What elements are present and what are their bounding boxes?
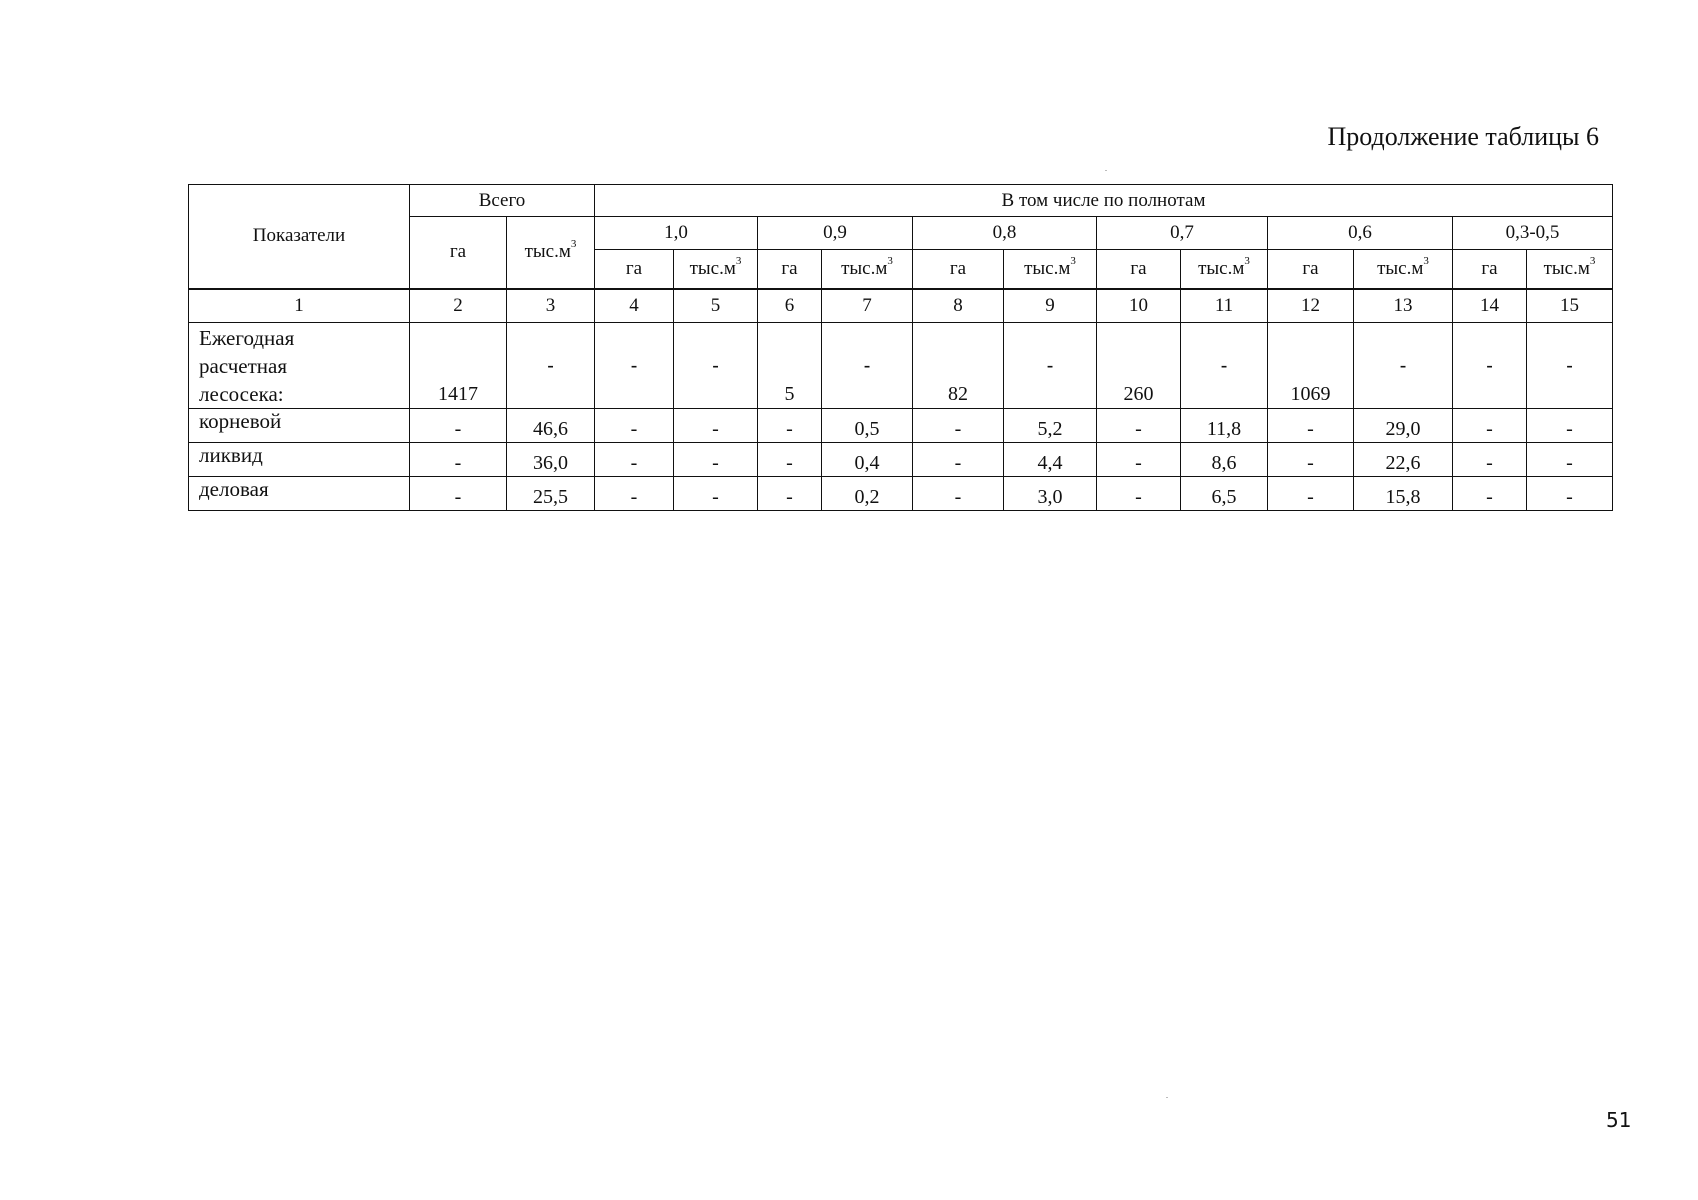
table-cell: - [674,323,758,409]
header-density-2: 0,9 [758,217,913,250]
header-unit-ha: га [1268,250,1354,289]
column-number: 11 [1181,289,1268,323]
row-label: деловая [189,477,410,511]
header-unit-vol: $тыс.м^3$ [1527,250,1613,289]
table-cell: - [1453,443,1527,477]
header-density-1: 1,0 [595,217,758,250]
table-cell: - [1527,477,1613,511]
table-cell: - [913,477,1004,511]
table-cell: - [410,477,507,511]
table-cell: - [1527,443,1613,477]
table-cell: - [595,477,674,511]
table-cell: 25,5 [507,477,595,511]
table-cell: - [1097,409,1181,443]
table-cell: - [758,409,822,443]
row-label: Ежегодная расчетная лесосека: [189,323,410,409]
table-cell: 1417 [410,323,507,409]
row-label: ликвид [189,443,410,477]
table-row [189,409,1613,443]
header-unit-ha: га [913,250,1004,289]
column-number-row [189,289,1613,323]
table-cell: - [1004,323,1097,409]
table-caption: Продолжение таблицы 6 [1327,122,1599,151]
table-cell: - [1453,323,1527,409]
column-number: 6 [758,289,822,323]
table-cell: - [507,323,595,409]
table-cell: - [1527,323,1613,409]
column-number: 10 [1097,289,1181,323]
table-cell: 0,4 [822,443,913,477]
table-cell: - [1268,409,1354,443]
table-cell: - [1453,477,1527,511]
header-density-4: 0,7 [1097,217,1268,250]
table-cell: 36,0 [507,443,595,477]
table-row [189,477,1613,511]
table-cell: - [1527,409,1613,443]
table-cell: 46,6 [507,409,595,443]
header-density-6: 0,3-0,5 [1453,217,1613,250]
table-cell: - [1268,443,1354,477]
header-unit-ha: га [595,250,674,289]
header-total-ha: га [410,217,507,289]
column-number: 12 [1268,289,1354,323]
header-unit-vol: $тыс.м^3$ [1354,250,1453,289]
table-cell: - [410,409,507,443]
column-number: 15 [1527,289,1613,323]
table-row [189,443,1613,477]
table-cell: - [913,443,1004,477]
scan-speck [1105,170,1107,171]
forest-table [188,184,1613,511]
table-cell: 15,8 [1354,477,1453,511]
table-cell: 6,5 [1181,477,1268,511]
header-total: Всего [410,185,595,217]
header-unit-ha: га [758,250,822,289]
table-cell: 0,2 [822,477,913,511]
header-unit-ha: га [1097,250,1181,289]
table-cell: - [822,323,913,409]
table-cell: - [674,409,758,443]
column-number: 13 [1354,289,1453,323]
table-cell: - [1268,477,1354,511]
column-number: 14 [1453,289,1527,323]
column-number: 8 [913,289,1004,323]
table-cell: 1069 [1268,323,1354,409]
header-unit-vol: $тыс.м^3$ [1004,250,1097,289]
table-cell: 260 [1097,323,1181,409]
header-total-vol: $тыс.м^3$ [507,217,595,289]
header-unit-vol: $тыс.м^3$ [674,250,758,289]
scan-speck [1166,1097,1168,1098]
table-cell: - [913,409,1004,443]
table-cell: - [410,443,507,477]
table-row [189,323,1613,409]
column-number: 1 [189,289,410,323]
table-cell: 11,8 [1181,409,1268,443]
table-cell: - [758,477,822,511]
table-cell: - [595,409,674,443]
table-cell: 0,5 [822,409,913,443]
header-unit-vol: $тыс.м^3$ [822,250,913,289]
header-unit-ha: га [1453,250,1527,289]
table-cell: 82 [913,323,1004,409]
column-number: 5 [674,289,758,323]
header-unit-vol: $тыс.м^3$ [1181,250,1268,289]
header-row-1 [189,185,1613,217]
table-cell: 5 [758,323,822,409]
table-cell: - [1453,409,1527,443]
table-cell: - [674,443,758,477]
table-cell: 4,4 [1004,443,1097,477]
table-cell: - [758,443,822,477]
table-cell: 3,0 [1004,477,1097,511]
page-number: 51 [1606,1108,1632,1132]
column-number: 4 [595,289,674,323]
table-cell: - [1181,323,1268,409]
header-by-density: В том числе по полнотам [595,185,1613,217]
table-cell: 8,6 [1181,443,1268,477]
table-cell: 5,2 [1004,409,1097,443]
table-cell: - [1354,323,1453,409]
header-indicators: Показатели [189,185,410,289]
table-cell: 29,0 [1354,409,1453,443]
table-cell: - [595,443,674,477]
column-number: 7 [822,289,913,323]
table-cell: - [595,323,674,409]
header-density-3: 0,8 [913,217,1097,250]
table-cell: - [1097,477,1181,511]
row-label: корневой [189,409,410,443]
column-number: 2 [410,289,507,323]
column-number: 9 [1004,289,1097,323]
table-cell: 22,6 [1354,443,1453,477]
header-density-5: 0,6 [1268,217,1453,250]
table-cell: - [1097,443,1181,477]
table-cell: - [674,477,758,511]
column-number: 3 [507,289,595,323]
